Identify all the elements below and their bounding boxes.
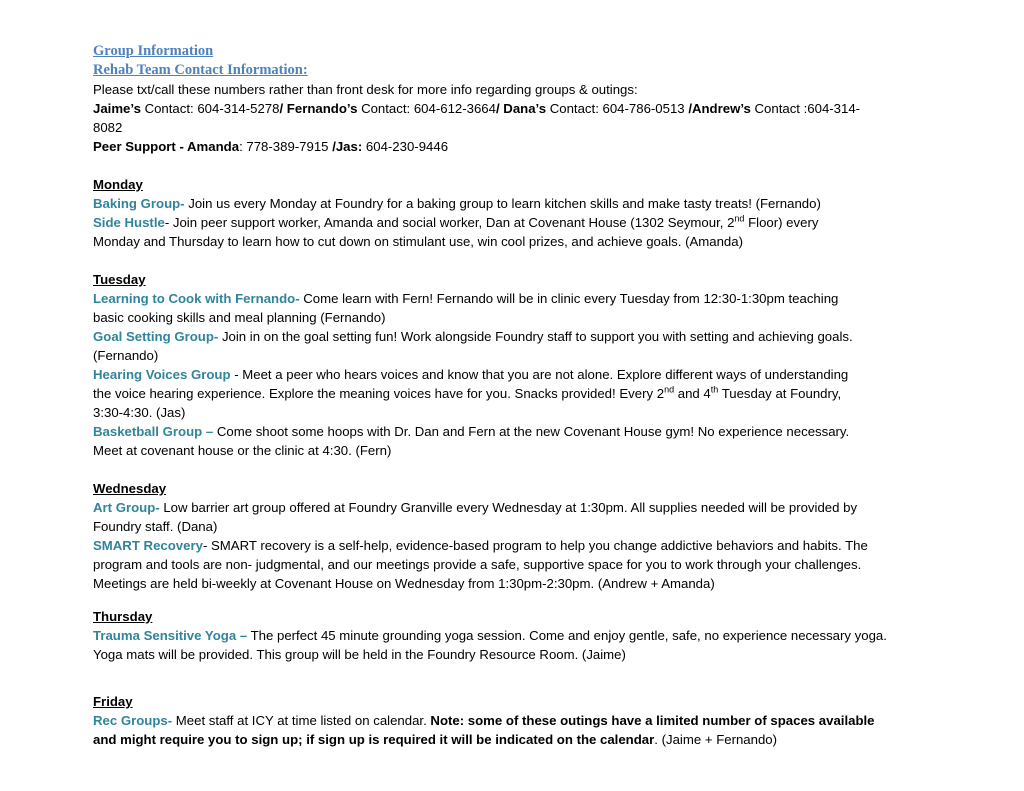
spacer — [93, 593, 943, 607]
day-heading-wednesday: Wednesday — [93, 481, 167, 496]
rec-group-name: Rec Groups- — [93, 713, 173, 728]
peer-support-label: Peer Support - Amanda — [93, 139, 240, 154]
smart-line3: Meetings are held bi-weekly at Covenant House on Wednesday from 1:30pm-2:30pm. (Andrew + Amanda) — [93, 576, 715, 591]
contacts-line-continued: 8082 — [93, 120, 123, 135]
amanda-contact: : 778-389-7915 — [239, 139, 333, 154]
basketball-line2: Meet at covenant house or the clinic at 4:30. (Fern) — [93, 443, 392, 458]
art-group-desc: Low barrier art group offered at Foundry Granville every Wednesday at 1:30pm. All supplies needed will be provided by — [159, 500, 858, 515]
voices-line3: 3:30-4:30. (Jas) — [93, 405, 186, 420]
document-page — [93, 42, 943, 749]
goal-group-desc: Join in on the goal setting fun! Work alongside Foundry staff to support you with setting and achieving goals. — [218, 329, 853, 344]
yoga-entry — [93, 626, 943, 645]
andrew-name: /Andrew’s — [688, 101, 751, 116]
baking-group-entry — [93, 194, 943, 213]
side-hustle-desc-end: Floor) every — [744, 215, 819, 230]
goal-group-name: Goal Setting Group- — [93, 329, 219, 344]
side-hustle-entry — [93, 213, 943, 232]
smart-group-desc: - SMART recovery is a self-help, evidence-based program to help you change addictive behaviors and habits. The — [202, 538, 868, 553]
day-heading-friday: Friday — [93, 694, 133, 709]
rec-note-line2: and might require you to sign up; if sign up is required it will be indicated on the calendar — [93, 732, 655, 747]
voices-line2-b: and 4 — [674, 386, 711, 401]
smart-group-name: SMART Recovery — [93, 538, 203, 553]
baking-group-desc: Join us every Monday at Foundry for a baking group to learn kitchen skills and make tasty treats! (Fernando) — [184, 196, 821, 211]
superscript: nd — [664, 384, 675, 395]
voices-group-desc: - Meet a peer who hears voices and know that you are not alone. Explore different ways of understanding — [230, 367, 849, 382]
cook-group-name: Learning to Cook with Fernando- — [93, 291, 300, 306]
jas-contact: 604-230-9446 — [362, 139, 449, 154]
goal-entry — [93, 327, 943, 346]
goal-line2: (Fernando) — [93, 348, 159, 363]
cook-entry — [93, 289, 943, 308]
day-heading-monday: Monday — [93, 177, 143, 192]
voices-entry — [93, 365, 943, 384]
andrew-contact: Contact :604-314- — [750, 101, 861, 116]
jas-label: /Jas: — [332, 139, 363, 154]
art-entry — [93, 498, 943, 517]
superscript: th — [710, 384, 719, 395]
art-group-name: Art Group- — [93, 500, 160, 515]
smart-entry — [93, 536, 943, 555]
side-hustle-name: Side Hustle — [93, 215, 165, 230]
art-line2: Foundry staff. (Dana) — [93, 519, 218, 534]
fernando-name: / Fernando’s — [279, 101, 358, 116]
fernando-contact: Contact: 604-612-3664 — [357, 101, 496, 116]
day-heading-thursday: Thursday — [93, 609, 153, 624]
rec-line2 — [93, 730, 943, 749]
cook-group-desc: Come learn with Fern! Fernando will be in clinic every Tuesday from 12:30-1:30pm teaching — [299, 291, 839, 306]
voices-line2-c: Tuesday at Foundry, — [718, 386, 842, 401]
superscript: nd — [734, 213, 745, 224]
cook-line2: basic cooking skills and meal planning (Fernando) — [93, 310, 386, 325]
group-information-link[interactable]: Group Information — [93, 43, 214, 59]
smart-line2: program and tools are non- judgmental, and our meetings provide a safe, supportive space for you to work through your challenges. — [93, 557, 862, 572]
basketball-group-desc: Come shoot some hoops with Dr. Dan and Fern at the new Covenant House gym! No experience necessary. — [213, 424, 850, 439]
contacts-line — [93, 99, 943, 118]
basketball-entry — [93, 422, 943, 441]
baking-group-name: Baking Group- — [93, 196, 185, 211]
basketball-group-name: Basketball Group – — [93, 424, 214, 439]
jaime-contact: Contact: 604-314-5278 — [140, 101, 280, 116]
dana-name: / Dana’s — [495, 101, 547, 116]
rec-entry — [93, 711, 943, 730]
peer-support-line — [93, 137, 943, 156]
jaime-name: Jaime’s — [93, 101, 141, 116]
side-hustle-line2: Monday and Thursday to learn how to cut down on stimulant use, win cool prizes, and achieve goals. (Amanda) — [93, 234, 743, 249]
spacer — [93, 251, 943, 270]
yoga-group-name: Trauma Sensitive Yoga – — [93, 628, 248, 643]
rec-tail: . (Jaime + Fernando) — [654, 732, 778, 747]
spacer — [93, 460, 943, 479]
rec-note: Note: some of these outings have a limited number of spaces available — [430, 713, 875, 728]
day-heading-tuesday: Tuesday — [93, 272, 146, 287]
rec-group-desc: Meet staff at ICY at time listed on calendar. — [172, 713, 431, 728]
spacer — [93, 156, 943, 175]
side-hustle-desc: - Join peer support worker, Amanda and social worker, Dan at Covenant House (1302 Seymour, 2 — [164, 215, 735, 230]
voices-group-name: Hearing Voices Group — [93, 367, 231, 382]
yoga-line2: Yoga mats will be provided. This group will be held in the Foundry Resource Room. (Jaime) — [93, 647, 626, 662]
voices-line2 — [93, 384, 943, 403]
voices-line2-a: the voice hearing experience. Explore the meaning voices have for you. Snacks provided! Every 2 — [93, 386, 665, 401]
yoga-group-desc: The perfect 45 minute grounding yoga session. Come and enjoy gentle, safe, no experience necessary yoga. — [247, 628, 887, 643]
spacer — [93, 664, 943, 692]
dana-contact: Contact: 604-786-0513 — [546, 101, 689, 116]
contact-intro: Please txt/call these numbers rather than front desk for more info regarding groups & outings: — [93, 82, 638, 97]
rehab-team-contact-heading[interactable]: Rehab Team Contact Information: — [93, 62, 308, 78]
